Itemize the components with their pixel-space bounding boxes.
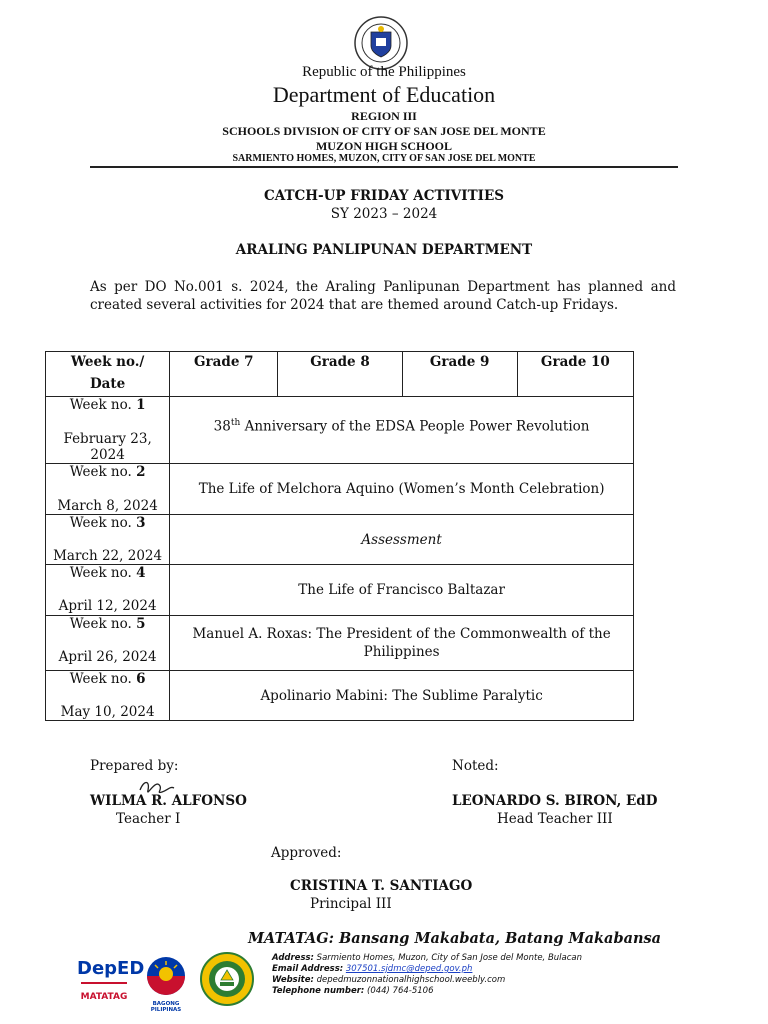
email-link[interactable]: 307501.sjdmc@deped.gov.ph [345, 964, 473, 974]
table-row [46, 515, 634, 565]
school-name: MUZON HIGH SCHOOL [315, 139, 452, 153]
col-header-grade9: Grade 9 [402, 352, 517, 397]
approved-title: Principal III [310, 896, 392, 912]
footer-address: Address: Sarmiento Homes, Muzon, City of San Jose del Monte, Bulacan [272, 953, 583, 963]
republic-line: Republic of the Philippines [302, 64, 466, 80]
prepared-by-title: Teacher I [116, 811, 181, 827]
deped-matatag-logo: DepED MATATAG [77, 958, 145, 1002]
school-address: SARMIENTO HOMES, MUZON, CITY OF SAN JOSE DEL MONTE [232, 153, 536, 164]
prepared-by-name: WILMA R. ALFONSO [90, 793, 247, 809]
activities-table [45, 351, 634, 721]
intro-paragraph: As per DO No.001 s. 2024, the Araling Panlipunan Department has planned and created several activities for 2024 that are themed around Catch-up Fridays. [90, 279, 676, 313]
week-cell: Week no. 6 May 10, 2024 [46, 671, 170, 721]
table-row [46, 671, 634, 721]
col-header-grade10: Grade 10 [517, 352, 633, 397]
table-header-row [46, 352, 634, 397]
footer-phone: Telephone number: (044) 764-5106 [272, 986, 434, 996]
col-header-week: Week no./ Date [46, 352, 170, 397]
table-row [46, 397, 634, 464]
noted-name: LEONARDO S. BIRON, EdD [452, 793, 658, 809]
header-divider [90, 166, 678, 168]
table-row [46, 565, 634, 616]
table-row [46, 464, 634, 515]
region-line: REGION III [351, 109, 417, 123]
week-cell: Week no. 1 February 23, 2024 [46, 397, 170, 464]
bagong-pilipinas-emblem-icon [141, 955, 191, 997]
activity-cell: The Life of Melchora Aquino (Women’s Month Celebration) [170, 464, 634, 515]
bagong-pilipinas-logo: BAGONG PILIPINAS [141, 955, 191, 1007]
muzon-high-school-logo [200, 952, 254, 1006]
deped-seal-logo [354, 16, 408, 70]
division-line: SCHOOLS DIVISION OF CITY OF SAN JOSE DEL MONTE [222, 124, 546, 138]
noted-title: Head Teacher III [497, 811, 613, 827]
week-cell: Week no. 5 April 26, 2024 [46, 616, 170, 671]
prepared-by-label: Prepared by: [90, 758, 179, 774]
footer-email: Email Address: 307501.sjdmc@deped.gov.ph [272, 964, 473, 974]
col-header-grade7: Grade 7 [170, 352, 278, 397]
week-cell: Week no. 4 April 12, 2024 [46, 565, 170, 616]
matatag-motto: MATATAG: Bansang Makabata, Batang Makabansa [248, 930, 662, 947]
approved-name: CRISTINA T. SANTIAGO [290, 878, 473, 894]
footer-website: Website: depedmuzonnationalhighschool.weebly.com [272, 975, 506, 985]
activity-cell: The Life of Francisco Baltazar [170, 565, 634, 616]
activity-cell: Apolinario Mabini: The Sublime Paralytic [170, 671, 634, 721]
school-year: SY 2023 – 2024 [330, 206, 438, 222]
approved-label: Approved: [271, 845, 342, 861]
activity-cell: Assessment [170, 515, 634, 565]
department-heading: ARALING PANLIPUNAN DEPARTMENT [235, 242, 533, 258]
noted-label: Noted: [452, 758, 499, 774]
activity-cell: Manuel A. Roxas: The President of the Commonwealth of the Philippines [170, 616, 634, 671]
department-name: Department of Education [272, 82, 496, 107]
activity-cell: 38th Anniversary of the EDSA People Power Revolution [170, 397, 634, 464]
week-cell: Week no. 3 March 22, 2024 [46, 515, 170, 565]
week-cell: Week no. 2 March 8, 2024 [46, 464, 170, 515]
table-row [46, 616, 634, 671]
col-header-grade8: Grade 8 [278, 352, 402, 397]
document-title: CATCH-UP FRIDAY ACTIVITIES [264, 188, 504, 204]
